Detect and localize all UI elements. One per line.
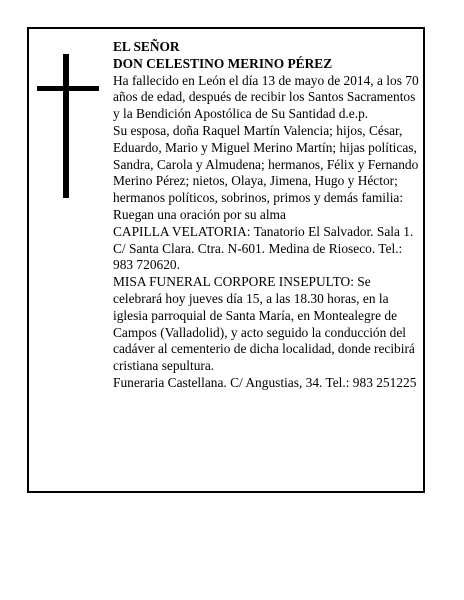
family-list: Su esposa, doña Raquel Martín Valencia; hijos, César, Eduardo, Mario y Miguel Merino Martín; hijas políticas, Sandra, Carola y Almudena; hermanos, Félix y Fernando Merino Pérez; nietos, Olaya, Jimena, Hugo y Héctor; hermanos políticos, sobrinos, primos y demás familia: [113, 122, 419, 206]
funeral-home-info: Funeraria Castellana. C/ Angustias, 34. Tel.: 983 251225 [113, 374, 417, 390]
funeral-mass-info: MISA FUNERAL CORPORE INSEPULTO: Se celebrará hoy jueves día 15, a las 18.30 horas, en la iglesia parroquial de Santa María, en Montealegre de Campos (Valladolid), y acto seguido la conducción del cadáver al cementerio de dicha localidad, donde recibirá cristiana sepultura. [113, 274, 415, 374]
cross-vertical-bar [63, 54, 69, 198]
death-announcement: Ha fallecido en León el día 13 de mayo de 2014, a los 70 años de edad, después de recibir los Santos Sacramentos y la Bendición Apostólica de Su Santidad d.e.p. [113, 72, 419, 122]
cross-icon [37, 54, 99, 198]
prayer-request: Ruegan una oración por su alma [113, 206, 286, 222]
cross-horizontal-bar [37, 86, 99, 91]
deceased-name: DON CELESTINO MERINO PÉREZ [113, 55, 333, 71]
obituary-text [113, 39, 419, 392]
chapel-info: CAPILLA VELATORIA: Tanatorio El Salvador. Sala 1. C/ Santa Clara. Ctra. N-601. Medina de Rioseco. Tel.: 983 720620. [113, 223, 414, 273]
deceased-title: EL SEÑOR [113, 39, 180, 54]
